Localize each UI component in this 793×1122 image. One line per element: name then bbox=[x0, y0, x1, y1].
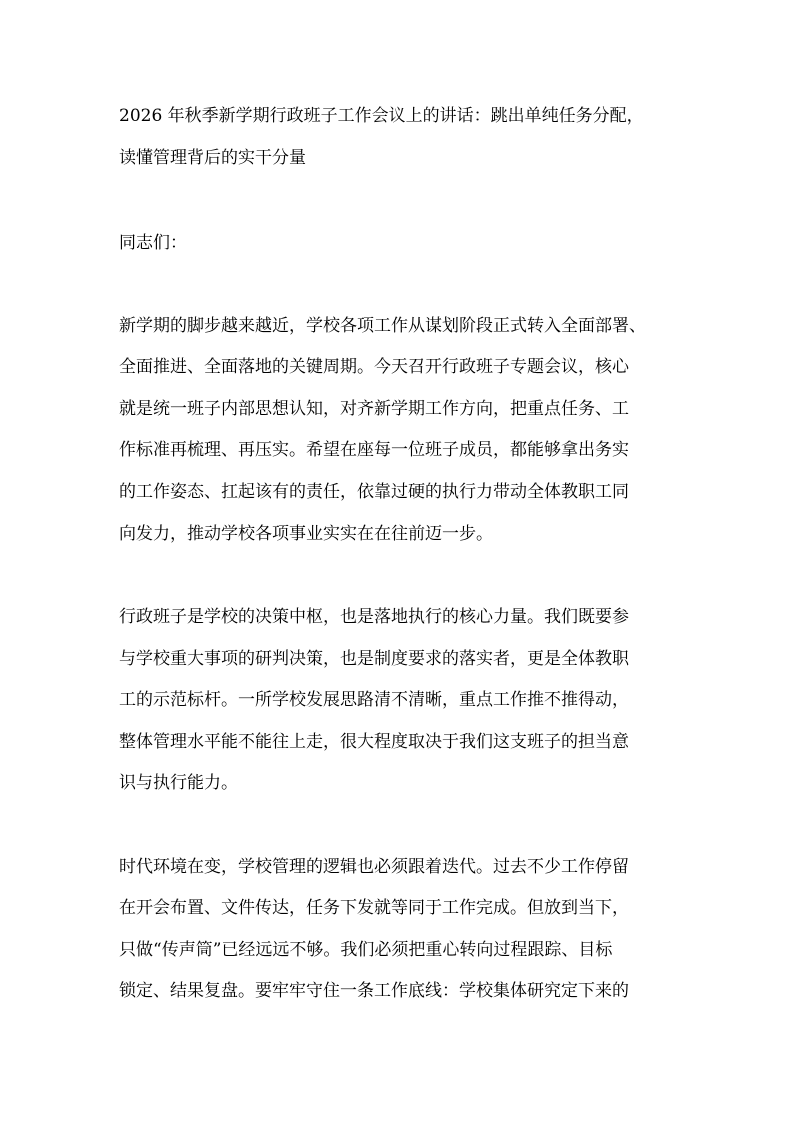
paragraph-line: 就是统一班子内部思想认知，对齐新学期工作方向，把重点任务、工 bbox=[119, 399, 629, 419]
paragraph-line: 新学期的脚步越来越近，学校各项工作从谋划阶段正式转入全面部署、 bbox=[119, 316, 646, 336]
paragraph-line: 作标准再梳理、再压实。希望在座每一位班子成员，都能够拿出务实 bbox=[119, 440, 629, 460]
paragraph-line: 的工作姿态、扛起该有的责任，依靠过硬的执行力带动全体教职工同 bbox=[119, 482, 629, 502]
paragraph-line: 锁定、结果复盘。要牢牢守住一条工作底线：学校集体研究定下来的 bbox=[119, 981, 629, 1001]
paragraph-line: 与学校重大事项的研判决策，也是制度要求的落实者，更是全体教职 bbox=[119, 649, 629, 669]
paragraph-line: 工的示范标杆。一所学校发展思路清不清晰，重点工作推不推得动， bbox=[119, 690, 629, 710]
paragraph-line: 向发力，推动学校各项事业实实在在往前迈一步。 bbox=[119, 524, 493, 544]
paragraph-line: 时代环境在变，学校管理的逻辑也必须跟着迭代。过去不少工作停留 bbox=[119, 857, 629, 877]
paragraph-line: 整体管理水平能不能往上走，很大程度取决于我们这支班子的担当意 bbox=[119, 732, 629, 752]
title-line: 2026 年秋季新学期行政班子工作会议上的讲话：跳出单纯任务分配， bbox=[119, 106, 644, 126]
paragraph-line: 行政班子是学校的决策中枢，也是落地执行的核心力量。我们既要参 bbox=[119, 607, 629, 627]
title-line: 读懂管理背后的实干分量 bbox=[119, 148, 306, 168]
paragraph-line: 在开会布置、文件传达，任务下发就等同于工作完成。但放到当下， bbox=[119, 898, 629, 918]
paragraph-line: 全面推进、全面落地的关键周期。今天召开行政班子专题会议，核心 bbox=[119, 357, 629, 377]
paragraph-line: 只做“传声筒”已经远远不够。我们必须把重心转向过程跟踪、目标 bbox=[119, 940, 613, 960]
salutation: 同志们： bbox=[119, 233, 187, 253]
paragraph-line: 识与执行能力。 bbox=[119, 773, 238, 793]
